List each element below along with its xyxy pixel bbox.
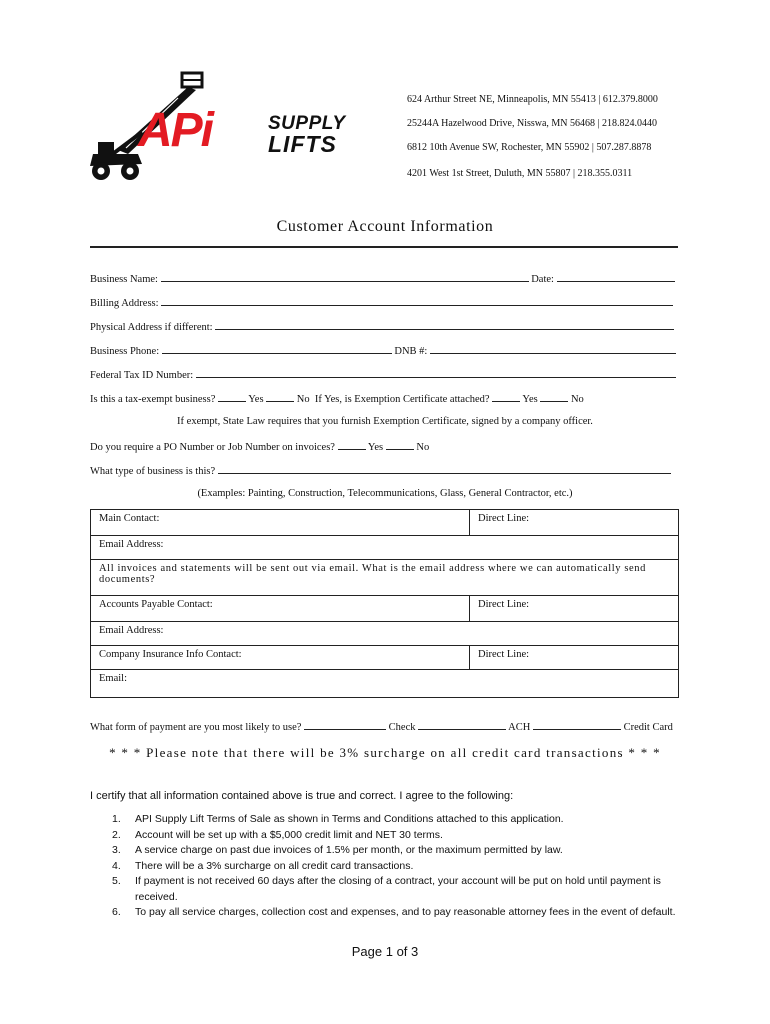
address-minneapolis: 624 Arthur Street NE, Minneapolis, MN 55413 | 612.379.8000 [407, 94, 658, 105]
ap-direct-line-label: Direct Line: [478, 599, 530, 610]
tax-exempt-question: Is this a tax-exempt business? [90, 394, 216, 405]
payment-check-label: Check [388, 722, 416, 733]
physical-address-label: Physical Address if different: [90, 322, 213, 333]
dnb-label: DNB #: [394, 346, 428, 357]
tax-exempt-no-field[interactable] [266, 392, 294, 402]
main-email-cell[interactable] [91, 536, 679, 560]
business-name-row [90, 272, 675, 285]
insurance-direct-line-label: Direct Line: [478, 649, 530, 660]
tax-exempt-no-label: No [296, 394, 310, 405]
logo-brand-line2: LIFTS [268, 131, 337, 157]
ap-email-cell[interactable] [91, 622, 679, 646]
physical-address-field[interactable] [215, 320, 674, 330]
surcharge-note: * * * Please note that there will be 3% surcharge on all credit card transactions * * * [109, 745, 661, 760]
payment-credit-card-field[interactable] [533, 720, 621, 730]
invoice-email-note: All invoices and statements will be sent out via email. What is the email address where we can automatically send documents? [99, 563, 646, 585]
insurance-email-label: Email: [99, 673, 127, 684]
list-item [90, 843, 680, 859]
payment-question: What form of payment are you most likely to use? [90, 722, 302, 733]
term-text: To pay all service charges, collection cost and expenses, and to pay reasonable attorney fees in the event of default. [135, 906, 676, 918]
business-type-question: What type of business is this? [90, 466, 216, 477]
business-phone-row [90, 344, 676, 357]
physical-address-row [90, 320, 674, 333]
tax-exempt-yes-field[interactable] [218, 392, 246, 402]
main-direct-line-cell[interactable] [470, 510, 679, 536]
ap-direct-line-cell[interactable] [470, 596, 679, 622]
business-type-examples: (Examples: Painting, Construction, Telecommunications, Glass, General Contractor, etc.) [197, 488, 573, 499]
list-item [90, 828, 680, 844]
date-label: Date: [531, 274, 554, 285]
list-item [90, 905, 680, 921]
po-number-question: Do you require a PO Number or Job Number on invoices? [90, 442, 335, 453]
exempt-note: If exempt, State Law requires that you furnish Exemption Certificate, signed by a company officer. [177, 416, 593, 427]
po-number-row [90, 440, 429, 453]
address-rochester: 6812 10th Avenue SW, Rochester, MN 55902 | 507.287.8878 [407, 142, 652, 153]
billing-address-row [90, 296, 673, 309]
billing-address-field[interactable] [161, 296, 673, 306]
term-number: 4. [112, 859, 121, 872]
page-title: Customer Account Information [276, 218, 494, 235]
federal-tax-id-row [90, 368, 676, 381]
term-number: 6. [112, 906, 121, 918]
term-number: 2. [112, 828, 121, 841]
po-yes-field[interactable] [338, 440, 366, 450]
payment-credit-card-label: Credit Card [623, 722, 673, 733]
ap-contact-cell[interactable] [91, 596, 470, 622]
business-name-field[interactable] [161, 272, 529, 282]
exemption-cert-question: If Yes, is Exemption Certificate attached? [314, 394, 490, 405]
business-type-field[interactable] [218, 464, 671, 474]
main-contact-cell[interactable] [91, 510, 470, 536]
page-number: Page 1 of 3 [351, 944, 419, 959]
logo-brand-main: APi [138, 104, 213, 157]
list-item [90, 859, 680, 875]
payment-ach-field[interactable] [418, 720, 506, 730]
business-phone-label: Business Phone: [90, 346, 160, 357]
po-yes-label: Yes [367, 442, 384, 453]
dnb-field[interactable] [430, 344, 676, 354]
company-logo [88, 70, 380, 186]
federal-tax-id-field[interactable] [196, 368, 676, 378]
logo-brand-line1: SUPPLY [268, 113, 346, 134]
address-duluth: 4201 West 1st Street, Duluth, MN 55807 | 218.355.0311 [407, 168, 633, 179]
main-email-label: Email Address: [99, 539, 164, 550]
po-no-label: No [416, 442, 430, 453]
billing-address-label: Billing Address: [90, 298, 159, 309]
term-number: 1. [112, 813, 121, 825]
main-direct-line-label: Direct Line: [478, 513, 530, 524]
term-number: 5. [112, 875, 121, 887]
payment-ach-label: ACH [508, 722, 531, 733]
federal-tax-id-label: Federal Tax ID Number: [90, 370, 194, 381]
ap-email-label: Email Address: [99, 625, 164, 636]
term-text: There will be a 3% surcharge on all credit card transactions. [135, 859, 414, 872]
invoice-email-cell[interactable] [91, 560, 679, 596]
certify-statement: I certify that all information contained above is true and correct. I agree to the following: [90, 790, 514, 802]
date-field[interactable] [557, 272, 675, 282]
ap-contact-label: Accounts Payable Contact: [99, 599, 213, 610]
term-text: A service charge on past due invoices of 1.5% per month, or the maximum permitted by law. [135, 844, 563, 856]
term-text: Account will be set up with a $5,000 credit limit and NET 30 terms. [135, 828, 443, 841]
insurance-direct-line-cell[interactable] [470, 646, 679, 670]
business-phone-field[interactable] [162, 344, 392, 354]
tax-exempt-row [90, 392, 584, 405]
term-text: API Supply Lift Terms of Sale as shown in Terms and Conditions attached to this application. [135, 813, 564, 825]
insurance-email-cell[interactable] [91, 670, 679, 698]
payment-check-field[interactable] [304, 720, 386, 730]
term-text: If payment is not received 60 days after the closing of a contract, your account will be put on hold until payment is received. [135, 875, 661, 903]
insurance-contact-label: Company Insurance Info Contact: [99, 649, 242, 660]
po-no-field[interactable] [386, 440, 414, 450]
exemption-cert-no-field[interactable] [540, 392, 568, 402]
payment-row [90, 720, 673, 733]
tax-exempt-yes-label: Yes [248, 394, 264, 405]
business-type-row [90, 464, 671, 477]
main-contact-label: Main Contact: [99, 513, 160, 524]
business-name-label: Business Name: [90, 274, 158, 285]
address-nisswa: 25244A Hazelwood Drive, Nisswa, MN 56468 | 218.824.0440 [407, 118, 658, 129]
terms-list [90, 812, 680, 921]
term-number: 3. [112, 844, 121, 856]
title-divider [90, 246, 678, 248]
exemption-cert-yes-field[interactable] [492, 392, 520, 402]
contacts-table [90, 509, 679, 698]
exemption-cert-yes-label: Yes [522, 394, 538, 405]
exemption-cert-no-label: No [570, 394, 584, 405]
list-item [90, 812, 680, 828]
insurance-contact-cell[interactable] [91, 646, 470, 670]
list-item [90, 874, 680, 905]
